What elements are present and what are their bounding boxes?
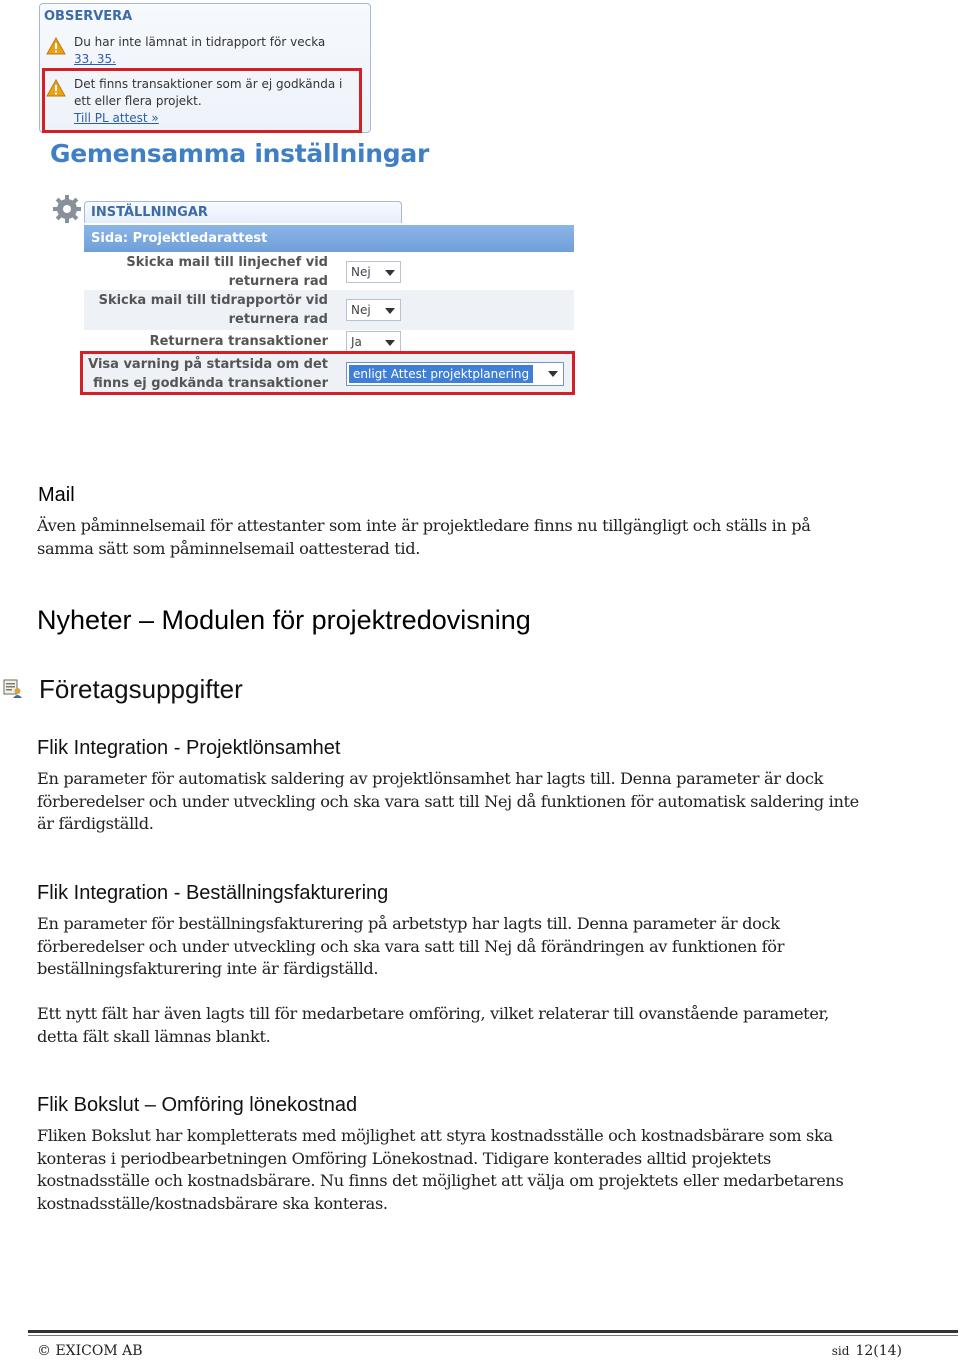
integration-bestallning-paragraph-2: Ett nytt fält har även lagts till för medarbetare omföring, vilket relaterar till ovanstående parameter, detta fält skall lämnas blankt. bbox=[37, 1004, 829, 1046]
integration-bestallning-heading: Flik Integration - Beställningsfakturering bbox=[37, 882, 389, 904]
setting-row-linjechef bbox=[84, 252, 574, 290]
highlight-box bbox=[42, 68, 362, 133]
integration-bestallning-paragraph-1: En parameter för beställningsfakturering på arbetstyp har lagts till. Denna parameter är dock förberedelser och under utveckling och ska vara satt till Nej då förändringen av funktionen för beställningsfakturering inte är färdigställd. bbox=[37, 914, 785, 978]
bokslut-paragraph: Fliken Bokslut har kompletterats med möjlighet att styra kostnadsställe och kostnadsbärare som ska konteras i periodbearbetningen Omföring Lönekostnad. Tidigare konterades alltid projektets kostnadsställe och kostnadsbärare. Nu finns det möjlighet att välja om projektets eller medarbetarens kostnadsställe/kostnadsbärare ska konteras. bbox=[37, 1126, 844, 1213]
mail-paragraph: Även påminnelsemail för attestanter som inte är projektledare finns nu tillgängligt och ställs in på samma sätt som påminnelsemail oattesterad tid. bbox=[37, 516, 811, 558]
integration-projekt-paragraph: En parameter för automatisk saldering av projektlönsamhet har lagts till. Denna parameter är dock förberedelser och under utveckling och ska vara satt till Nej då funktionen för automatisk saldering inte är färdigställd. bbox=[37, 769, 859, 833]
page-title: Gemensamma inställningar bbox=[50, 139, 429, 168]
setting-row-returnera bbox=[84, 330, 574, 352]
tab-installningar[interactable]: INSTÄLLNINGAR bbox=[84, 201, 402, 223]
bokslut-heading: Flik Bokslut – Omföring lönekostnad bbox=[37, 1094, 358, 1116]
mail-heading: Mail bbox=[38, 484, 75, 506]
foretagsuppgifter-heading: Företagsuppgifter bbox=[39, 674, 243, 704]
chevron-down-icon bbox=[385, 270, 395, 276]
company-info-icon bbox=[2, 677, 24, 699]
missing-weeks-link[interactable]: 33, 35. bbox=[74, 52, 116, 66]
warning-icon bbox=[46, 37, 66, 55]
pl-attest-link[interactable]: Till PL attest » bbox=[74, 111, 159, 125]
section-header: Sida: Projektledarattest bbox=[84, 225, 574, 252]
returnera-transaktioner-select[interactable]: Ja bbox=[346, 331, 401, 353]
setting-label: Skicka mail till linjechef vid returnera rad bbox=[126, 255, 328, 289]
chevron-down-icon bbox=[385, 308, 395, 314]
integration-projekt-heading: Flik Integration - Projektlönsamhet bbox=[37, 737, 341, 759]
footer-page-number: sid 12(14) bbox=[831, 1343, 902, 1359]
observera-title: OBSERVERA bbox=[44, 9, 133, 24]
unapproved-transactions-text: Det finns transaktioner som är ej godkända i ett eller flera projekt. bbox=[74, 77, 343, 108]
footer-divider-thin bbox=[28, 1335, 958, 1336]
gear-icon bbox=[50, 192, 84, 226]
missing-timereport-text: Du har inte lämnat in tidrapport för vecka bbox=[74, 35, 326, 49]
setting-label: Visa varning på startsida om det finns ej godkända transaktioner bbox=[88, 357, 328, 391]
chevron-down-icon bbox=[385, 340, 395, 346]
setting-label: Returnera transaktioner bbox=[149, 334, 328, 349]
footer-divider bbox=[28, 1330, 958, 1333]
missing-timereport-warning bbox=[46, 34, 354, 68]
setting-row-tidrapportor bbox=[84, 290, 574, 330]
highlight-box bbox=[80, 351, 575, 395]
footer-company: © EXICOM AB bbox=[37, 1343, 143, 1359]
nyheter-heading: Nyheter – Modulen för projektredovisning bbox=[37, 605, 531, 635]
visa-varning-select[interactable]: enligt Attest projektplanering bbox=[346, 362, 564, 386]
observera-panel bbox=[39, 3, 371, 133]
linjechef-mail-select[interactable]: Nej bbox=[346, 261, 401, 283]
tidrapportor-mail-select[interactable]: Nej bbox=[346, 299, 401, 321]
setting-label: Skicka mail till tidrapportör vid returnera rad bbox=[98, 293, 328, 327]
